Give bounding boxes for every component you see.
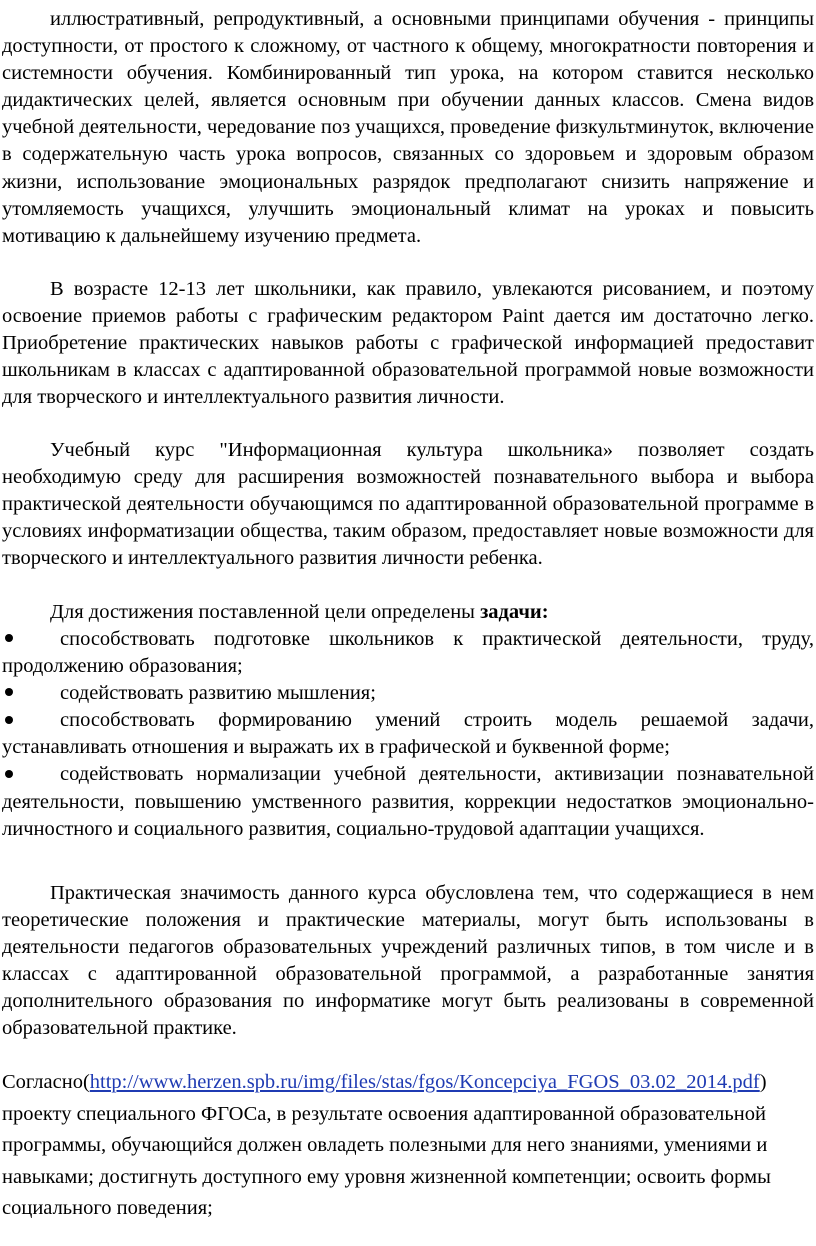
goals-lead-text: Для достижения поставленной цели определены — [50, 601, 481, 623]
list-item-text: способствовать подготовке школьников к практической деятельности, труду, продолжению образования; — [2, 628, 814, 678]
paragraph-text: В возрасте 12-13 лет школьники, как правило, увлекаются рисованием, и поэтому освоение приемов работы с графическим редактором Paint дается им достаточно легко. Приобретение практических навыков работы с графической информацией предоставит школьникам в классах с адаптированной образовательной программой новые возможности для творческого и интеллектуального развития личности. — [2, 278, 814, 409]
paragraph-paint — [2, 276, 814, 411]
list-item — [2, 707, 814, 761]
bullet-icon — [2, 626, 60, 653]
bullet-icon — [2, 707, 60, 734]
fgos-concept-link[interactable]: http://www.herzen.spb.ru/img/files/stas/fgos/Koncepciya_FGOS_03.02_2014.pdf — [89, 1071, 760, 1093]
tasks-list — [2, 626, 814, 843]
list-item — [2, 680, 814, 707]
bullet-icon — [2, 761, 60, 788]
fgos-lead-text: Согласно( — [2, 1071, 90, 1093]
list-item-text: содействовать развитию мышления; — [60, 682, 376, 705]
fgos-body-text: ) проекту специального ФГОСа, в результате освоения адаптированной образовательной программы, обучающийся должен овладеть полезными для него знаниями, умениями и навыками; достигнуть доступного ему уровня жизненной компетенции; освоить формы социального поведения; — [2, 1071, 771, 1219]
list-item — [2, 761, 814, 842]
list-item — [2, 626, 814, 680]
paragraph-fgos — [2, 1067, 814, 1225]
list-item-text: содействовать нормализации учебной деятельности, активизации познавательной деятельности, повышению умственного развития, коррекции недостатков эмоционально-личностного и социального развития, социально-трудовой адаптации учащихся. — [2, 763, 814, 840]
bullet-icon — [2, 680, 60, 707]
paragraph-goals-intro — [2, 599, 814, 626]
paragraph-text: Учебный курс "Информационная культура школьника» позволяет создать необходимую среду для расширения возможностей познавательного выбора и выбора практической деятельности обучающимся по адаптированной образовательной программе в условиях информатизации общества, таким образом, предоставляет новые возможности для творческого и интеллектуального развития личности ребенка. — [2, 439, 814, 570]
goals-heading: задачи: — [480, 601, 549, 623]
paragraph-methods — [2, 6, 814, 250]
list-item-text: способствовать формированию умений строить модель решаемой задачи, устанавливать отношения и выражать их в графической и буквенной форме; — [2, 709, 814, 759]
paragraph-text: Практическая значимость данного курса обусловлена тем, что содержащиеся в нем теоретические положения и практические материалы, могут быть использованы в деятельности педагогов образовательных учреждений различных типов, в том числе и в классах с адаптированной образовательной программой, а разработанные занятия дополнительного образования по информатике могут быть реализованы в современной образовательной практике. — [2, 882, 814, 1040]
paragraph-course — [2, 437, 814, 572]
paragraph-significance — [2, 880, 814, 1043]
paragraph-text: иллюстративный, репродуктивный, а основными принципами обучения - принципы доступности, от простого к сложному, от частного к общему, многократности повторения и системности обучения. Комбинированный тип урока, на котором ставится несколько дидактических целей, является основным при обучении данных классов. Смена видов учебной деятельности, чередование поз учащихся, проведение физкультминуток, включение в содержательную часть урока вопросов, связанных со здоровьем и здоровым образом жизни, использование эмоциональных разрядок предполагают снизить напряжение и утомляемость учащихся, улучшить эмоциональный климат на уроках и повысить мотивацию к дальнейшему изучению предмета. — [2, 8, 814, 247]
